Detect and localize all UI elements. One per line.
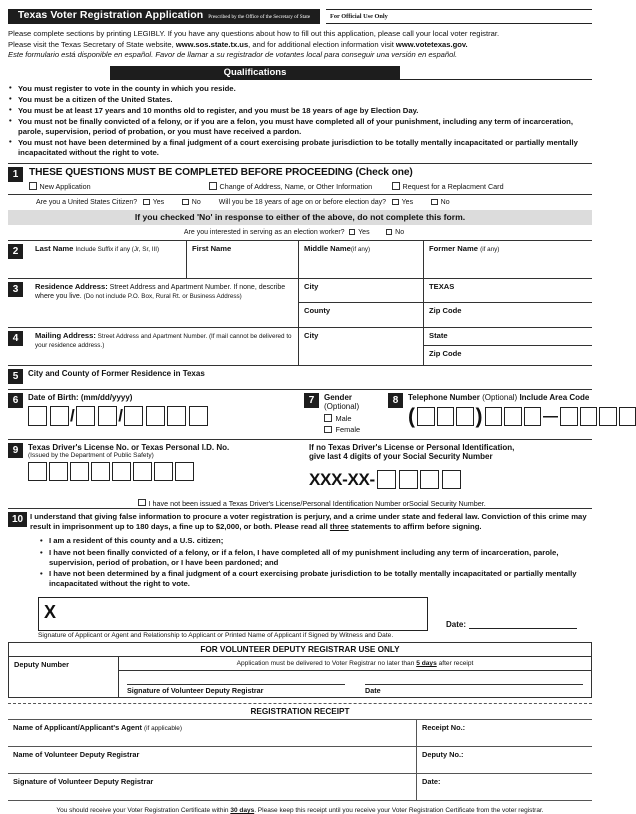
section-6-number: 6 (8, 393, 23, 408)
citizen-no[interactable]: No (182, 199, 201, 206)
ssn-boxes[interactable] (304, 470, 592, 490)
gender-male-option[interactable]: Male (324, 414, 388, 423)
qualifications-heading: Qualifications (110, 66, 400, 80)
dob-mm-2[interactable] (50, 406, 69, 426)
section-5[interactable] (8, 365, 592, 389)
checkbox-no-id[interactable] (138, 499, 146, 507)
phone-area-2[interactable] (437, 407, 455, 426)
dl-box-3[interactable] (70, 462, 89, 481)
question-worker-label: Are you interested in serving as an election worker? (184, 229, 345, 236)
dob-dd-2[interactable] (98, 406, 117, 426)
form-header (8, 9, 592, 24)
ssn-mask: XXX-XX- (309, 470, 375, 490)
section-3 (8, 278, 592, 327)
vdr-signature-field[interactable]: Signature of Volunteer Deputy Registrar (127, 684, 345, 695)
dob-yyyy-4[interactable] (189, 406, 208, 426)
dob-mm-1[interactable] (28, 406, 47, 426)
dl-box-1[interactable] (28, 462, 47, 481)
worker-yes[interactable]: Yes (349, 229, 370, 236)
section-9-number: 9 (8, 443, 23, 458)
receipt-date-field[interactable]: Date: (416, 774, 592, 800)
eligibility-warning: If you checked 'No' in response to either of the above, do not complete this form. (8, 210, 592, 225)
list-item: • I have not been determined by a final judgment of a court exercising probate jurisdiction to be totally mentally incapacitated or partially mentally incapacitated without the right to vote. (40, 569, 592, 590)
vdr-date-field[interactable]: Date (365, 684, 583, 695)
no-id-label: I have not been issued a Texas Driver's License/Personal Identification Number orSocial Security Number. (149, 499, 486, 508)
perjury-statement: I understand that giving false information to procure a voter registration is perjury, and a crime under state and federal law. Conviction of this crime may result in imprisonment up to 180 days, a fine up to $2,000, or both. Please read all three statements to affirm before signing. (30, 512, 592, 533)
official-use-box: For Official Use Only (326, 9, 592, 24)
question-age-label: Will you be 18 years of age on or before election day? (219, 199, 386, 206)
dob-yyyy-1[interactable] (124, 406, 143, 426)
former-residence-label: City and County of Former Residence in Texas (23, 369, 205, 378)
voter-registration-form (0, 9, 600, 786)
option-replacement-card[interactable]: Request for a Replacment Card (392, 182, 504, 191)
last-name-field[interactable]: Last Name Include Suffix if any (Jr, Sr, III) (30, 241, 186, 278)
signature-caption: Signature of Applicant or Agent and Relationship to Applicant or Printed Name of Applicant if Signed by Witness and Date. (8, 632, 592, 639)
list-item: • You must not have been determined by a final judgment of a court exercising probate jurisdiction to be totally mentally incapacitated or partially mentally incapacitated without the right to vote. (8, 138, 592, 159)
phone-area-1[interactable] (417, 407, 435, 426)
checkbox-age-yes[interactable] (392, 199, 399, 206)
eligibility-questions (8, 195, 592, 210)
section-10-number: 10 (8, 512, 27, 527)
sos-website-link[interactable]: www.sos.state.tx.us (176, 40, 248, 49)
table-row (8, 719, 592, 746)
section-7 (304, 390, 388, 439)
section-2 (8, 240, 592, 278)
checkbox-new-application[interactable] (29, 182, 37, 190)
form-title-banner (8, 9, 320, 24)
form-subtitle: Prescribed by the Office of the Secretary of State (208, 14, 310, 20)
mailing-city-field[interactable]: City (298, 328, 423, 365)
phone-line-3[interactable] (599, 407, 617, 426)
election-worker-question (8, 225, 592, 240)
receipt-section (8, 704, 592, 814)
table-row (8, 746, 592, 773)
section-4-number: 4 (8, 331, 23, 346)
phone-prefix-3[interactable] (524, 407, 542, 426)
intro-line-1: Please complete sections by printing LEGIBLY. If you have any questions about how to fill out this application, please call your local voter registrar. (8, 29, 592, 40)
phone-line-2[interactable] (580, 407, 598, 426)
receipt-applicant-name-field[interactable]: Name of Applicant/Applicant's Agent (if applicable) (8, 720, 416, 746)
option-change-of-address[interactable]: Change of Address, Name, or Other Information (209, 182, 392, 191)
dob-boxes[interactable] (23, 406, 208, 426)
qualifications-list (8, 84, 592, 159)
age-yes[interactable]: Yes (392, 199, 413, 206)
signature-x-mark: X (44, 602, 56, 623)
phone-prefix-1[interactable] (485, 407, 503, 426)
affirmations-list (40, 536, 592, 589)
telephone-label: Telephone Number (Optional) Include Area Code (403, 393, 636, 402)
checkbox-gender-female[interactable] (324, 426, 332, 434)
phone-prefix-2[interactable] (504, 407, 522, 426)
option-new-application[interactable]: New Application (29, 182, 209, 191)
ssn-box-4[interactable] (442, 470, 461, 489)
paren-open: ( (408, 406, 415, 427)
checkbox-replacement-card[interactable] (392, 182, 400, 190)
age-no[interactable]: No (431, 199, 450, 206)
checkbox-change-of-address[interactable] (209, 182, 217, 190)
section-6-7-8 (8, 389, 592, 439)
paren-close: ) (476, 406, 483, 427)
dl-box-8[interactable] (175, 462, 194, 481)
receipt-heading: REGISTRATION RECEIPT (8, 704, 592, 719)
vdr-section (8, 642, 592, 698)
intro-line-2: Please visit the Texas Secretary of State website, www.sos.state.tx.us, and for additional election information visit www.votetexas.gov. (8, 40, 592, 51)
signature-date-line[interactable] (469, 620, 577, 629)
section-2-number: 2 (8, 244, 23, 259)
section-9 (8, 439, 592, 503)
checkbox-worker-yes[interactable] (349, 229, 356, 236)
list-item: • You must register to vote in the county in which you reside. (8, 84, 592, 94)
dl-boxes[interactable] (23, 462, 229, 481)
dob-separator-1: / (70, 407, 75, 424)
ssn-box-2[interactable] (399, 470, 418, 489)
mailing-state-field[interactable]: State (424, 328, 592, 347)
former-name-field[interactable]: Former Name (if any) (423, 241, 592, 278)
table-row (8, 773, 592, 800)
list-item: • You must be a citizen of the United States. (8, 95, 592, 105)
receipt-vdr-name-field[interactable]: Name of Volunteer Deputy Registrar (8, 747, 416, 773)
section-8 (388, 390, 636, 439)
ssn-note-line-1: If no Texas Driver's License or Personal Identification, (304, 443, 592, 452)
dl-label: Texas Driver's License No. or Texas Personal I.D. No. (23, 443, 229, 452)
ssn-box-1[interactable] (377, 470, 396, 489)
checkbox-gender-male[interactable] (324, 414, 332, 422)
page-title: Texas Voter Registration Application (18, 9, 203, 21)
gender-label: Gender (Optional) (319, 393, 388, 411)
qualifications-banner (8, 66, 592, 80)
signature-area (8, 597, 592, 631)
checkbox-age-no[interactable] (431, 199, 438, 206)
list-item: • You must be at least 17 years and 10 months old to register, and you must be 18 years of age by Election Day. (8, 106, 592, 116)
section-10 (8, 508, 592, 591)
section-3-number: 3 (8, 282, 23, 297)
mailing-zip-field[interactable]: Zip Code (424, 346, 592, 365)
mailing-address-field[interactable]: Mailing Address: Street Address and Apartment Number. (If mail cannot be delivered to your residence address.) (30, 328, 298, 365)
list-item: • You must not be finally convicted of a felony, or if you are a felon, you must have completed all of your punishment, including any term of incarceration, parole, supervision, period of probation, or you must have received a pardon. (8, 117, 592, 138)
residence-city-field[interactable]: City (299, 279, 423, 303)
section-5-number: 5 (8, 369, 23, 384)
receipt-footer-note: You should receive your Voter Registration Certificate within 30 days. Please keep this receipt until you receive your Voter Registration Certificate from the voter registrar. (8, 801, 592, 814)
vdr-delivery-note: Application must be delivered to Voter Registrar no later than 5 days after receipt (119, 657, 591, 671)
dob-separator-2: / (118, 407, 123, 424)
gender-female-option[interactable]: Female (324, 425, 388, 434)
dl-box-5[interactable] (112, 462, 131, 481)
list-item: • I have not been finally convicted of a felony, or if a felon, I have completed all of my punishment including any term of incarceration, parole, supervision, period of probation, or I have been pardoned; and (40, 548, 592, 569)
receipt-number-field[interactable]: Receipt No.: (416, 720, 592, 746)
dl-sublabel: (Issued by the Department of Public Safety) (23, 452, 229, 459)
vdr-heading: FOR VOLUNTEER DEPUTY REGISTRAR USE ONLY (9, 643, 591, 657)
intro-line-spanish: Este formulario está disponible en español. Favor de llamar a su registrador de votantes local para conseguir una versión en español. (8, 50, 592, 61)
section-4 (8, 327, 592, 365)
checkbox-citizen-no[interactable] (182, 199, 189, 206)
section-8-number: 8 (388, 393, 403, 408)
dl-box-4[interactable] (91, 462, 110, 481)
phone-line-4[interactable] (619, 407, 636, 426)
question-citizen-label: Are you a United States Citizen? (36, 199, 137, 206)
dob-dd-1[interactable] (76, 406, 95, 426)
section-6 (8, 390, 304, 439)
telephone-boxes[interactable] (403, 406, 636, 427)
checkbox-worker-no[interactable] (386, 229, 393, 236)
section-1-title: THESE QUESTIONS MUST BE COMPLETED BEFORE PROCEEDING (Check one) (29, 167, 592, 178)
phone-dash: — (543, 409, 558, 424)
signature-date-label: Date: (446, 620, 466, 629)
receipt-vdr-signature-field[interactable]: Signature of Volunteer Deputy Registrar (8, 774, 416, 800)
worker-no[interactable]: No (386, 229, 405, 236)
checkbox-citizen-yes[interactable] (143, 199, 150, 206)
votetexas-website-link[interactable]: www.votetexas.gov. (396, 40, 468, 49)
citizen-yes[interactable]: Yes (143, 199, 164, 206)
section-1-number: 1 (8, 167, 23, 182)
dl-box-7[interactable] (154, 462, 173, 481)
middle-name-field[interactable]: Middle Name(if any) (298, 241, 423, 278)
residence-zip-field[interactable]: Zip Code (424, 303, 592, 327)
dl-box-6[interactable] (133, 462, 152, 481)
first-name-field[interactable]: First Name (186, 241, 298, 278)
deputy-number-field[interactable]: Deputy Number (9, 657, 119, 697)
dob-label: Date of Birth: (mm/dd/yyyy) (23, 393, 208, 402)
intro-text (8, 29, 592, 61)
residence-county-field[interactable]: County (299, 303, 423, 327)
list-item: • I am a resident of this county and a U.S. citizen; (40, 536, 592, 546)
residence-address-field[interactable]: Residence Address: Street Address and Apartment Number. If none, describe where you live. (Do not include P.O. Box, Rural Rt. or Business Address) (30, 279, 298, 327)
application-type-options (29, 182, 592, 191)
phone-line-1[interactable] (560, 407, 578, 426)
signature-date-field[interactable] (446, 620, 577, 631)
ssn-box-3[interactable] (420, 470, 439, 489)
signature-input[interactable] (38, 597, 428, 631)
residence-state-field: TEXAS (424, 279, 592, 303)
section-1 (8, 167, 592, 191)
dob-yyyy-2[interactable] (146, 406, 165, 426)
section-7-number: 7 (304, 393, 319, 408)
ssn-note-line-2: give last 4 digits of your Social Security Number (304, 452, 592, 461)
phone-area-3[interactable] (456, 407, 474, 426)
dob-yyyy-3[interactable] (167, 406, 186, 426)
dl-box-2[interactable] (49, 462, 68, 481)
receipt-deputy-number-field[interactable]: Deputy No.: (416, 747, 592, 773)
